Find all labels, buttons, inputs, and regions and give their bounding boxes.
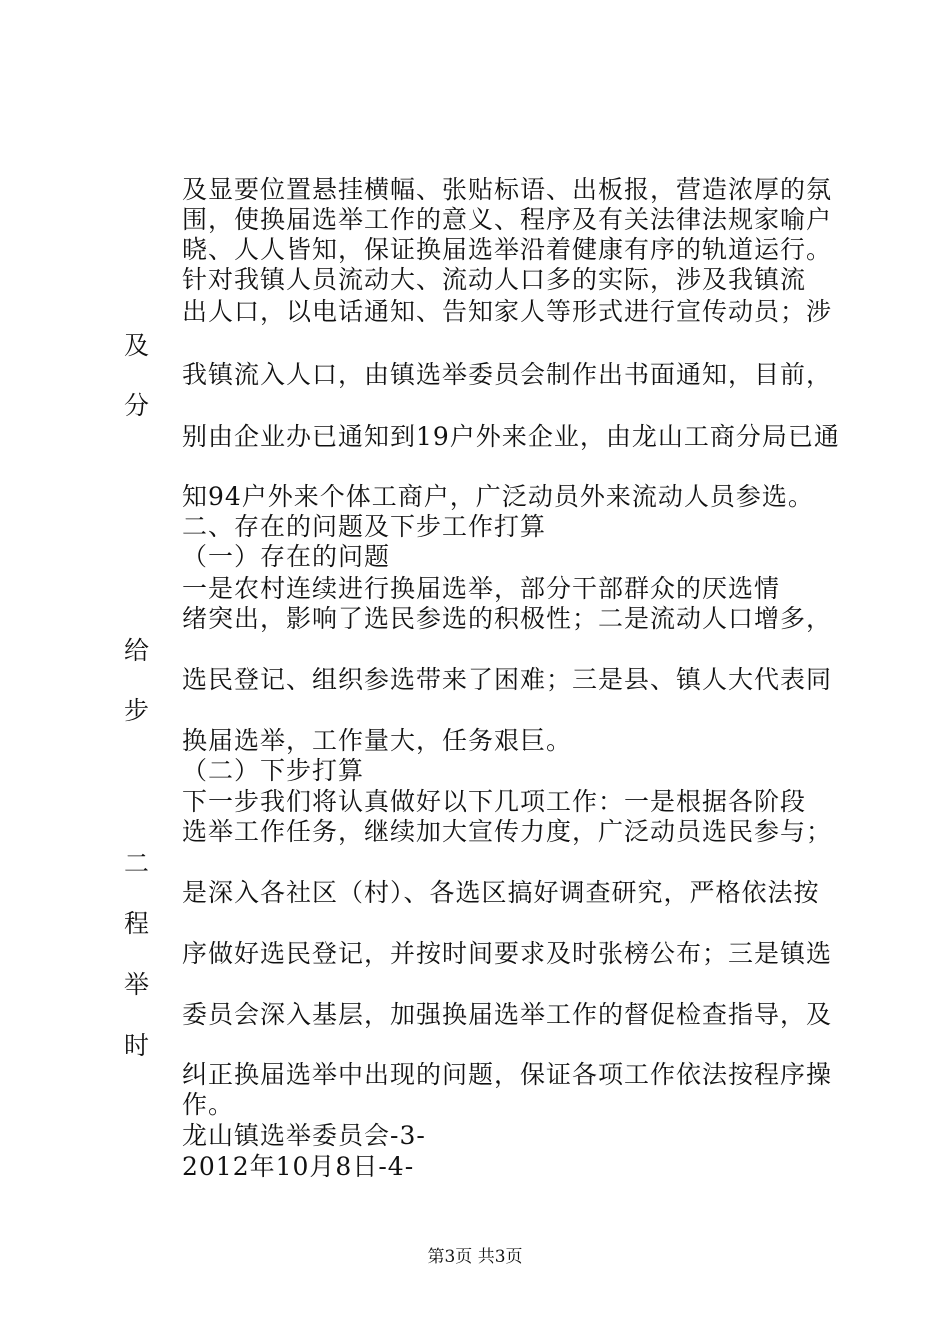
text-line: 知94户外来个体工商户，广泛动员外来流动人员参选。 xyxy=(182,482,814,511)
text-line: 时 xyxy=(124,1031,151,1060)
text-line: 一是农村连续进行换届选举，部分干部群众的厌选情 xyxy=(182,574,781,603)
text-line: 下一步我们将认真做好以下几项工作：一是根据各阶段 xyxy=(182,787,807,816)
text-line: （一）存在的问题 xyxy=(182,542,391,571)
text-line: 我镇流入人口，由镇选举委员会制作出书面通知，目前， xyxy=(182,360,833,389)
text-line: 换届选举，工作量大，任务艰巨。 xyxy=(182,726,573,755)
text-line: 晓、人人皆知，保证换届选举沿着健康有序的轨道运行。 xyxy=(182,235,833,264)
signature-line: 龙山镇选举委员会-3- xyxy=(182,1121,426,1150)
text-line: 举 xyxy=(124,970,151,999)
text-line: 出人口，以电话通知、告知家人等形式进行宣传动员；涉 xyxy=(182,297,833,326)
text-line: 二 xyxy=(124,849,151,878)
text-line: 给 xyxy=(124,636,151,665)
text-line: （二）下步打算 xyxy=(182,756,365,785)
text-line: 绪突出，影响了选民参选的积极性；二是流动人口增多， xyxy=(182,604,833,633)
text-line: 序做好选民登记，并按时间要求及时张榜公布；三是镇选 xyxy=(182,939,833,968)
text-line: 别由企业办已通知到19户外来企业，由龙山工商分局已通 xyxy=(182,422,840,451)
text-line: 选举工作任务，继续加大宣传力度，广泛动员选民参与； xyxy=(182,817,833,846)
text-line: 二、存在的问题及下步工作打算 xyxy=(182,512,547,541)
page-number-footer: 第3页 共3页 xyxy=(427,1247,523,1267)
text-line: 针对我镇人员流动大、流动人口多的实际，涉及我镇流 xyxy=(182,265,807,294)
date-line: 2012年10月8日-4- xyxy=(182,1152,415,1181)
text-line: 程 xyxy=(124,909,151,938)
text-line: 作。 xyxy=(182,1090,235,1119)
text-line: 围，使换届选举工作的意义、程序及有关法律法规家喻户 xyxy=(182,205,833,234)
text-line: 是深入各社区（村）、各选区搞好调查研究，严格依法按 xyxy=(182,878,820,907)
text-line: 纠正换届选举中出现的问题，保证各项工作依法按程序操 xyxy=(182,1060,833,1089)
text-line: 及 xyxy=(124,331,151,360)
text-line: 及显要位置悬挂横幅、张贴标语、出板报，营造浓厚的氛 xyxy=(182,175,833,204)
text-line: 选民登记、组织参选带来了困难；三是县、镇人大代表同 xyxy=(182,665,833,694)
text-line: 分 xyxy=(124,391,151,420)
text-line: 委员会深入基层，加强换届选举工作的督促检查指导，及 xyxy=(182,1000,833,1029)
text-line: 步 xyxy=(124,696,151,725)
